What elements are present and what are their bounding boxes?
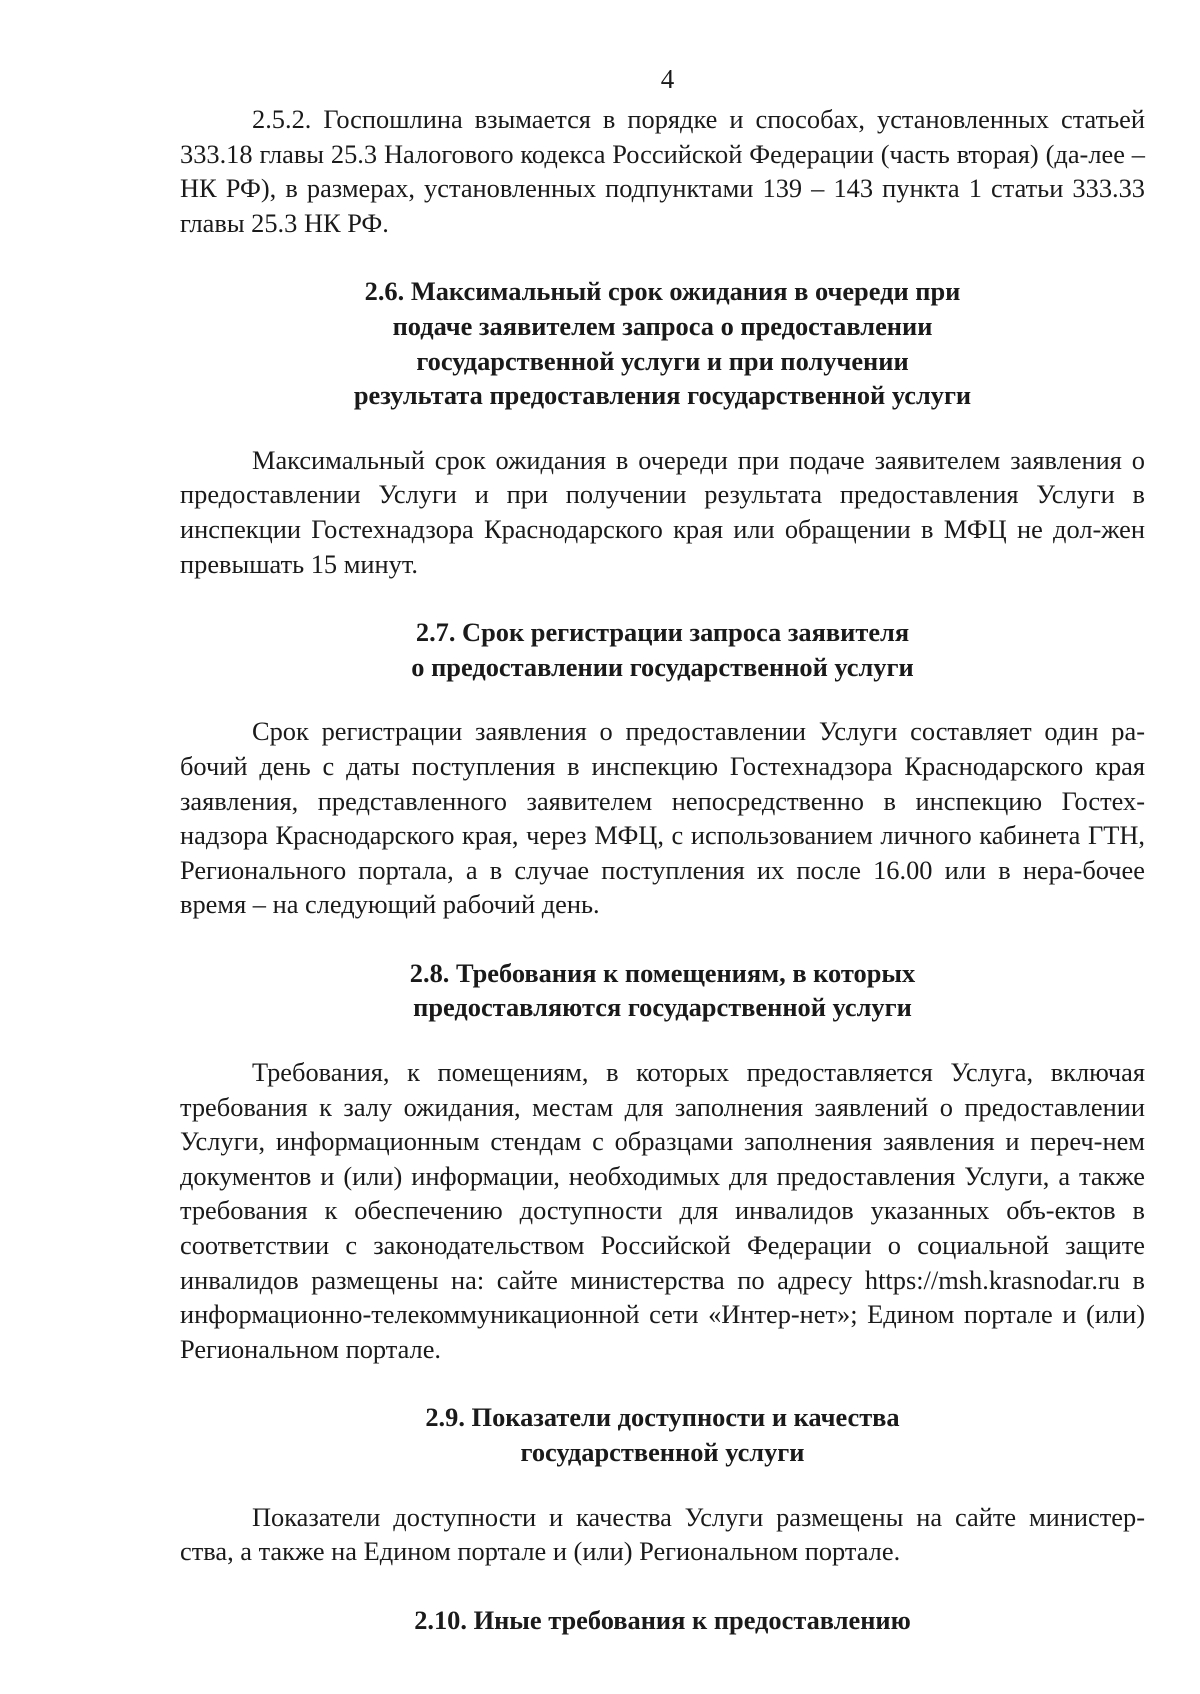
heading-line: государственной услуги и при получении	[416, 345, 909, 376]
heading-line: 2.6. Максимальный срок ожидания в очереди при	[364, 276, 961, 307]
heading-2-10	[180, 1603, 1145, 1638]
heading-line: государственной услуги	[520, 1437, 805, 1467]
heading-2-6	[180, 274, 1145, 412]
heading-line: 2.8. Требования к помещениям, в которых	[409, 957, 916, 988]
page-number: 4	[660, 64, 675, 94]
heading-2-9	[180, 1400, 1145, 1469]
heading-line: 2.9. Показатели доступности и качества	[425, 1402, 900, 1433]
heading-line: 2.7. Срок регистрации запроса заявителя	[415, 617, 910, 648]
paragraph-2-9: Показатели доступности и качества Услуги размещены на сайте министер-ства, а также на Едином портале и (или) Региональном портале.	[180, 1501, 1145, 1567]
paragraph-2-5-2: 2.5.2. Госпошлина взымается в порядке и способах, установленных статьей 333.18 главы 25.3 Налогового кодекса Российской Федерации (часть вторая) (да-лее – НК РФ), в размерах, установленных подпунктами 139 – 143 пункта 1 статьи 333.33 главы 25.3 НК РФ.	[180, 104, 1145, 238]
heading-2-7	[180, 615, 1145, 684]
heading-line: предоставляются государственной услуги	[413, 992, 912, 1023]
heading-line: результата предоставления государственной услуги	[353, 380, 972, 411]
document-page	[180, 62, 1145, 1672]
heading-2-8	[180, 956, 1145, 1025]
paragraph-2-6: Максимальный срок ожидания в очереди при подаче заявителем заявления о предоставлении Услуги и при получении результата предоставления Услуги в инспекции Гостехнадзора Краснодарского края или обращении в МФЦ не дол-жен превышать 15 минут.	[180, 444, 1145, 579]
paragraph-2-8: Требования, к помещениям, в которых предоставляется Услуга, включая требования к залу ожидания, местам для заполнения заявлений о предоставлении Услуги, информационным стендам с образцами заполнения заявления и переч-нем документов и (или) информации, необходимых для предоставления Услуги, а также требования к обеспечению доступности для инвалидов указанных объ-ектов в соответствии с законодательством Российской Федерации о социальной защите инвалидов размещены на: сайте министерства по адресу https://msh.krasnodar.ru в информационно-телекоммуникационной сети «Интер-нет»; Едином портале и (или) Региональном портале.	[180, 1057, 1145, 1364]
heading-line: 2.10. Иные требования к предоставлению	[414, 1604, 911, 1635]
paragraph-2-7: Срок регистрации заявления о предоставлении Услуги составляет один ра-бочий день с даты поступления в инспекцию Гостехнадзора Краснодарского края заявления, представленного заявителем непосредственно в инспекцию Гостех-надзора Краснодарского края, через МФЦ, с использованием личного кабинета ГТН, Регионального портала, а в случае поступления их после 16.00 или в нера-бочее время – на следующий рабочий день.	[180, 716, 1145, 920]
heading-line: о предоставлении государственной услуги	[411, 651, 914, 682]
heading-line: подаче заявителем запроса о предоставлении	[392, 310, 933, 341]
